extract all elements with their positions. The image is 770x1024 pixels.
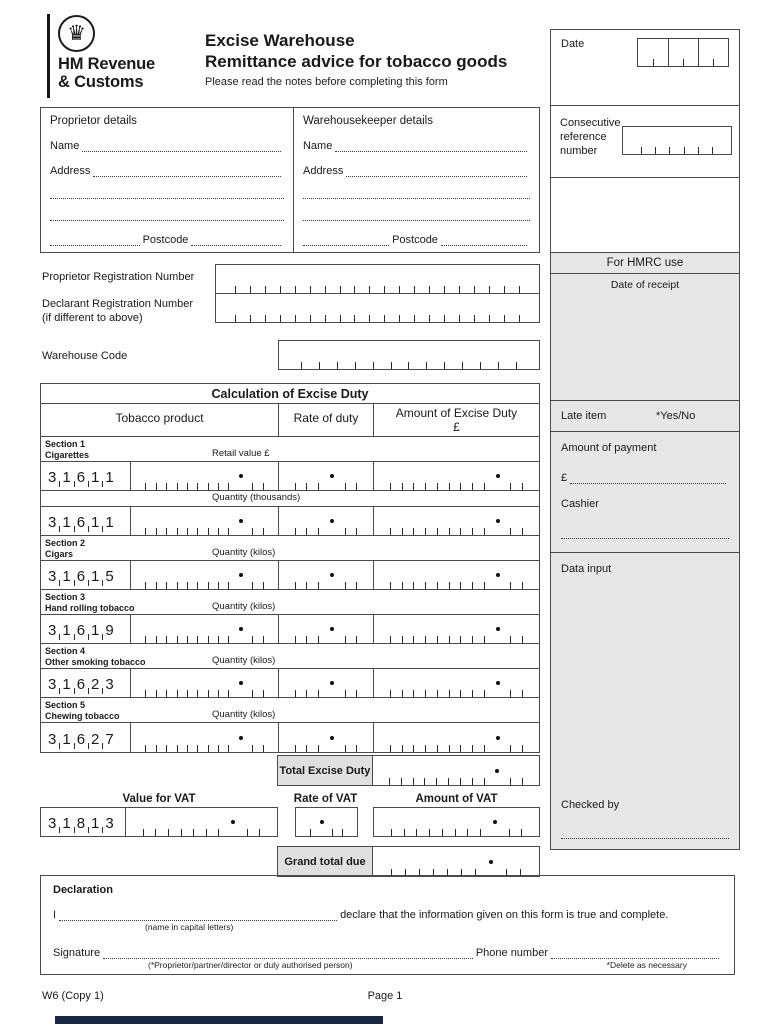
rate-of-duty-input[interactable] xyxy=(279,615,374,643)
date-of-receipt-label: Date of receipt xyxy=(610,279,680,291)
warehousekeeper-address-label: Address xyxy=(302,164,344,177)
warehousekeeper-address-line3-input[interactable] xyxy=(303,212,530,221)
consecutive-reference-box xyxy=(550,105,740,178)
declaration-title: Declaration xyxy=(53,884,113,896)
col-header-tobacco-product: Tobacco product xyxy=(41,404,279,436)
col-header-amount: Amount of Excise Duty £ xyxy=(395,406,518,435)
excise-duty-amount-input[interactable] xyxy=(374,561,539,589)
signature-label: Signature xyxy=(53,947,101,959)
value-for-vat-header: Value for VAT xyxy=(122,793,196,805)
excise-duty-section xyxy=(40,383,540,877)
date-cell-day[interactable] xyxy=(638,39,668,66)
warehousekeeper-address-line2-input[interactable] xyxy=(303,190,530,199)
late-item-label: Late item xyxy=(561,410,607,422)
logo-text-line2: & Customs xyxy=(58,73,144,92)
proprietor-registration-input[interactable] xyxy=(215,264,540,294)
right-panel-empty-box xyxy=(550,177,740,253)
excise-duty-table xyxy=(40,383,540,753)
proprietor-registration-label: Proprietor Registration Number xyxy=(42,271,195,283)
grand-total-row xyxy=(277,846,540,877)
proprietor-name-input[interactable] xyxy=(82,143,281,152)
date-cell-year[interactable] xyxy=(698,39,728,66)
declaration-notes-row xyxy=(53,960,722,970)
delete-as-necessary-note: *Delete as necessary xyxy=(606,960,687,970)
declaration-i-label: I xyxy=(53,909,57,921)
declaration-name-input[interactable] xyxy=(59,912,337,921)
payment-amount-input[interactable] xyxy=(570,475,726,484)
amount-of-vat-header: Amount of VAT xyxy=(415,793,498,805)
warehousekeeper-details xyxy=(293,108,539,252)
duty-table-title: Calculation of Excise Duty xyxy=(41,384,539,404)
declaration-box xyxy=(40,875,735,975)
proprietor-address-line4-input[interactable] xyxy=(50,237,140,246)
form-reference: W6 (Copy 1) xyxy=(42,990,104,1002)
amount-of-payment-box xyxy=(550,431,740,553)
warehousekeeper-postcode-label: Postcode xyxy=(392,233,438,246)
signature-input[interactable] xyxy=(103,950,473,959)
excise-duty-amount-input[interactable] xyxy=(374,669,539,697)
total-excise-duty-input[interactable] xyxy=(373,755,540,786)
section2-data-row xyxy=(41,560,539,590)
rate-of-duty-input[interactable] xyxy=(279,561,374,589)
tax-type-code: 3 1 6 1 9 xyxy=(41,615,131,643)
proprietor-name-label: Name xyxy=(50,139,80,152)
crown-icon: ♛ xyxy=(58,15,95,52)
quantity-input[interactable] xyxy=(131,615,279,643)
quantity-input[interactable] xyxy=(131,723,279,752)
declarant-registration-note: (if different to above) xyxy=(42,312,143,324)
form-title-line1: Excise Warehouse xyxy=(205,31,355,50)
excise-duty-amount-input[interactable] xyxy=(374,462,539,490)
tax-type-code: 3 1 6 2 3 xyxy=(41,669,131,697)
warehousekeeper-postcode-input[interactable] xyxy=(441,237,527,246)
phone-number-input[interactable] xyxy=(551,950,719,959)
warehousekeeper-address-line4-input[interactable] xyxy=(303,237,389,246)
parties-box xyxy=(40,107,540,253)
rate-of-duty-input[interactable] xyxy=(279,723,374,752)
declaration-declare-text: declare that the information given on this form is true and complete. xyxy=(340,909,669,921)
pound-sign: £ xyxy=(561,472,568,484)
proprietor-address-line2-input[interactable] xyxy=(50,190,284,199)
bottom-bar xyxy=(55,1016,383,1024)
duty-table-header xyxy=(41,404,539,437)
tax-type-code: 3 1 6 1 1 xyxy=(41,462,131,490)
section4-label-row: Section 4 Other smoking tobacco Quantity (kilos) xyxy=(45,646,276,667)
warehousekeeper-name-input[interactable] xyxy=(335,143,527,152)
form-subtitle: Please read the notes before completing this form xyxy=(205,76,448,89)
proprietor-details-title: Proprietor details xyxy=(50,115,137,127)
section1-retail-data-row xyxy=(41,461,539,491)
payment-amount-row xyxy=(561,472,729,484)
rate-of-duty-input[interactable] xyxy=(279,507,374,535)
signature-row xyxy=(53,947,722,959)
consecutive-reference-input[interactable] xyxy=(622,126,732,155)
proprietor-postcode-input[interactable] xyxy=(191,237,281,246)
late-item-box xyxy=(550,400,740,432)
hmrc-use-header: For HMRC use xyxy=(550,252,740,274)
quantity-input[interactable] xyxy=(131,669,279,697)
logo-text-line1: HM Revenue xyxy=(58,55,156,73)
vat-row xyxy=(40,807,540,837)
checked-by-input[interactable] xyxy=(561,825,729,839)
hmrc-logo xyxy=(58,15,208,92)
rate-of-duty-input[interactable] xyxy=(279,462,374,490)
declaration-name-row xyxy=(53,909,722,921)
cashier-signature-input[interactable] xyxy=(561,530,729,539)
vat-tax-type-code: 3 1 8 1 3 xyxy=(40,807,126,837)
cashier-signature-row xyxy=(561,530,729,539)
col-header-rate-of-duty: Rate of duty xyxy=(279,404,374,436)
form-title-block xyxy=(205,31,565,88)
section1-quantity-data-row xyxy=(41,506,539,536)
quantity-input[interactable] xyxy=(131,507,279,535)
amount-of-payment-label: Amount of payment xyxy=(561,442,657,454)
cashier-label: Cashier xyxy=(561,498,599,510)
tax-type-code: 3 1 6 2 7 xyxy=(41,723,131,752)
vat-headers xyxy=(40,793,540,805)
excise-duty-amount-input[interactable] xyxy=(374,507,539,535)
tax-type-code: 3 1 6 1 5 xyxy=(41,561,131,589)
section1-label-row: Section 1 Cigarettes Retail value £ xyxy=(45,439,270,460)
date-input[interactable] xyxy=(637,38,729,67)
date-box xyxy=(550,29,740,106)
warehousekeeper-details-title: Warehousekeeper details xyxy=(302,115,433,127)
page-number: Page 1 xyxy=(367,990,403,1002)
date-cell-month[interactable] xyxy=(668,39,698,66)
signature-note: (*Proprietor/partner/director or duly authorised person) xyxy=(148,960,353,970)
section3-data-row xyxy=(41,614,539,644)
data-input-label: Data input xyxy=(561,563,612,575)
grand-total-label: Grand total due xyxy=(277,846,373,877)
form-title-line2: Remittance advice for tobacco goods xyxy=(205,51,508,71)
total-excise-duty-label: Total Excise Duty xyxy=(277,755,373,786)
data-input-box xyxy=(550,552,740,850)
section5-label-row: Section 5 Chewing tobacco Quantity (kilos) xyxy=(45,700,276,721)
warehousekeeper-name-label: Name xyxy=(302,139,333,152)
logo-divider-bar xyxy=(47,14,50,98)
registration-section xyxy=(40,258,540,376)
checked-by-label: Checked by xyxy=(561,799,620,811)
proprietor-address-line3-input[interactable] xyxy=(50,212,284,221)
proprietor-address-label: Address xyxy=(50,164,91,177)
late-item-yes-no[interactable]: *Yes/No xyxy=(656,410,696,422)
declarant-registration-input[interactable] xyxy=(215,293,540,323)
rate-of-duty-input[interactable] xyxy=(279,669,374,697)
warehousekeeper-address-input[interactable] xyxy=(346,167,527,176)
value-for-vat-input[interactable] xyxy=(126,807,278,837)
rate-of-vat-input[interactable] xyxy=(295,807,358,837)
section2-label-row: Section 2 Cigars Quantity (kilos) xyxy=(45,538,276,559)
section1-quantity-label-row: Quantity (thousands) xyxy=(212,492,301,503)
proprietor-postcode-label: Postcode xyxy=(142,233,189,246)
rate-of-vat-header: Rate of VAT xyxy=(293,793,358,805)
section3-label-row: Section 3 Hand rolling tobacco Quantity (kilos) xyxy=(45,592,276,613)
proprietor-address-input[interactable] xyxy=(93,167,281,176)
section4-data-row xyxy=(41,668,539,698)
consecutive-reference-label: Consecutive reference number xyxy=(560,117,621,157)
name-capitals-note: (name in capital letters) xyxy=(145,922,234,932)
warehouse-code-label: Warehouse Code xyxy=(42,350,128,362)
date-label: Date xyxy=(561,38,585,50)
date-of-receipt-box[interactable] xyxy=(550,273,740,401)
total-excise-duty-row xyxy=(277,755,540,786)
declarant-registration-label: Declarant Registration Number xyxy=(42,298,194,310)
excise-duty-amount-input[interactable] xyxy=(374,723,539,752)
excise-duty-amount-input[interactable] xyxy=(374,615,539,643)
proprietor-details xyxy=(41,108,293,252)
tax-type-code: 3 1 6 1 1 xyxy=(41,507,131,535)
amount-of-vat-input[interactable] xyxy=(373,807,540,837)
right-panel xyxy=(550,30,740,850)
phone-number-label: Phone number xyxy=(475,947,548,959)
warehouse-code-input[interactable] xyxy=(278,340,540,370)
quantity-input[interactable] xyxy=(131,561,279,589)
section5-data-row xyxy=(41,722,539,752)
retail-value-input[interactable] xyxy=(131,462,279,490)
grand-total-input[interactable] xyxy=(373,846,540,877)
